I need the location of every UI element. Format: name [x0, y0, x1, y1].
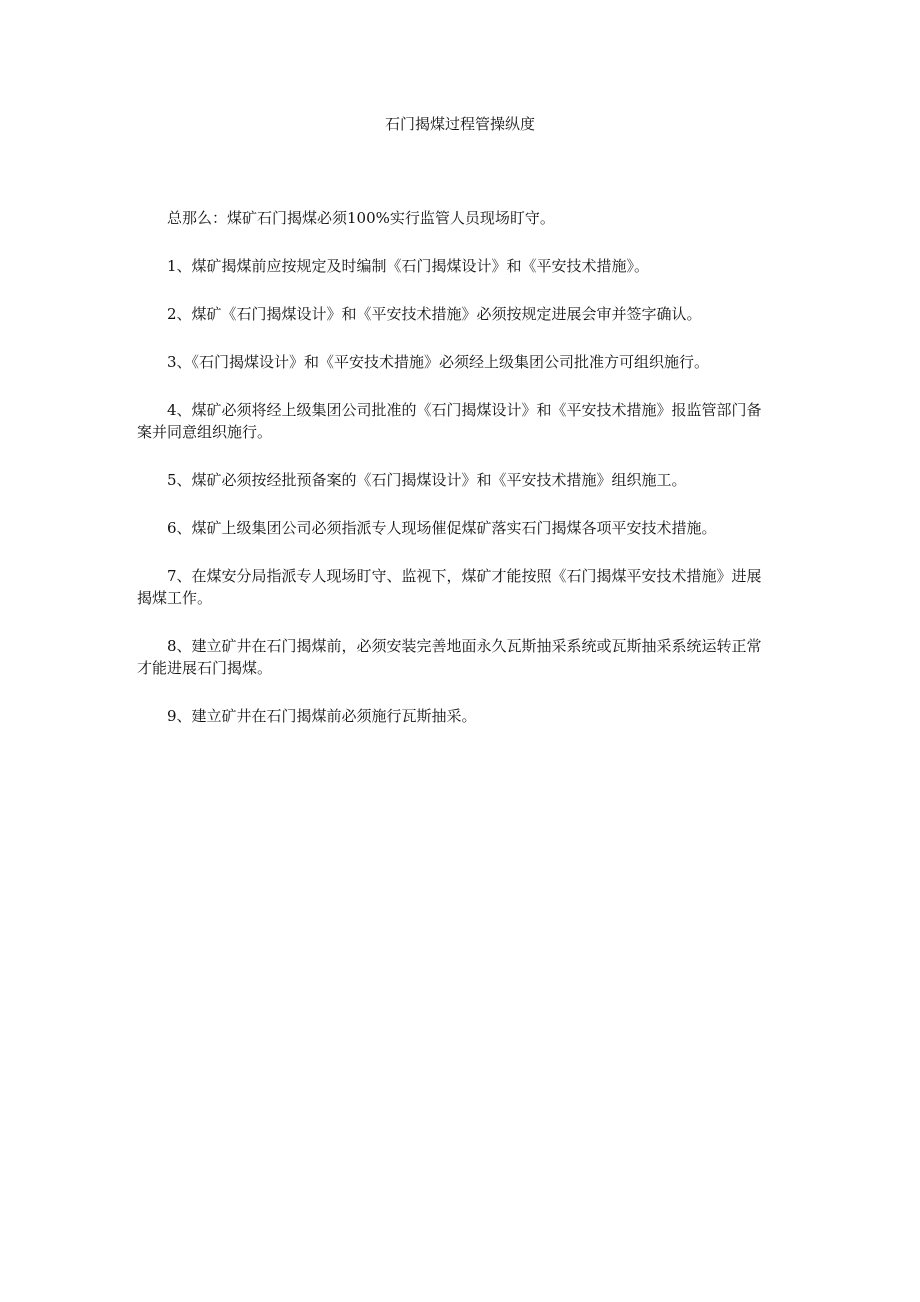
rule-item-5: 5、煤矿必须按经批预备案的《石门揭煤设计》和《平安技术措施》组织施工。 [167, 471, 687, 489]
rule-item-3: 3、《石门揭煤设计》和《平安技术措施》必须经上级集团公司批准方可组织施行。 [167, 353, 710, 371]
document-title: 石门揭煤过程管操纵度 [384, 115, 535, 133]
rule-item-1: 1、煤矿揭煤前应按规定及时编制《石门揭煤设计》和《平安技术措施》。 [167, 257, 650, 275]
document-body [137, 207, 773, 753]
intro-paragraph: 总那么：煤矿石门揭煤必须100%实行监管人员现场盯守。 [167, 209, 555, 227]
rule-item-6: 6、煤矿上级集团公司必须指派专人现场催促煤矿落实石门揭煤各项平安技术措施。 [167, 519, 717, 537]
rule-item-4: 4、煤矿必须将经上级集团公司批准的《石门揭煤设计》和《平安技术措施》报监管部门备案并同意组织施行。 [137, 401, 762, 441]
rule-item-9: 9、建立矿井在石门揭煤前必须施行瓦斯抽采。 [167, 707, 477, 725]
rule-item-8: 8、建立矿井在石门揭煤前，必须安装完善地面永久瓦斯抽采系统或瓦斯抽采系统运转正常才能进展石门揭煤。 [137, 637, 762, 677]
rule-item-7: 7、在煤安分局指派专人现场盯守、监视下，煤矿才能按照《石门揭煤平安技术措施》进展揭煤工作。 [137, 567, 762, 607]
rule-item-2: 2、煤矿《石门揭煤设计》和《平安技术措施》必须按规定进展会审并签字确认。 [167, 305, 702, 323]
